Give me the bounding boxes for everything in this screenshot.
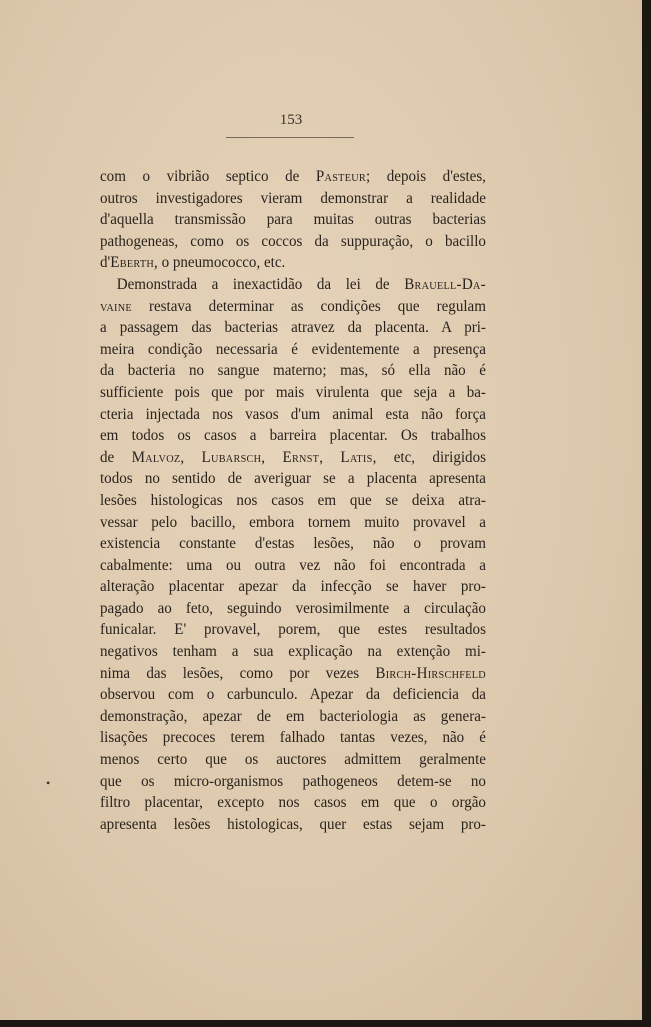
page-number: 153 — [279, 112, 303, 128]
text-line: existencia constante d'estas lesões, não o provam — [100, 534, 486, 553]
text-line: de Malvoz, Lubarsch, Ernst, Latis, etc, dirigidos — [100, 447, 486, 466]
text-line: sufficiente pois que por mais virulenta que seja a ba- — [100, 382, 486, 401]
text-line: lisações precoces terem falhado tantas vezes, não é — [100, 728, 486, 747]
text-line: negativos tenham a sua explicação na extenção mi- — [100, 642, 486, 661]
text-line: com o vibrião septico de Pasteur; depois d'estes, — [100, 167, 486, 185]
text-line: nima das lesões, como por vezes Birch-Hirschfeld — [100, 663, 486, 682]
text-line: todos no sentido de averiguar se a placenta apresenta — [100, 469, 486, 488]
text-line: apresenta lesões histologicas, quer estas sejam pro- — [100, 814, 486, 833]
text-line: menos certo que os auctores admittem geralmente — [100, 750, 486, 769]
text-line: lesões histologicas nos casos em que se deixa atra- — [100, 490, 486, 509]
text-line: Demonstrada a inexactidão da lei de Brauell-Da- — [116, 274, 486, 293]
text-line: vessar pelo bacillo, embora tornem muito provavel a — [100, 512, 486, 531]
text-line: alteração placentar apezar da infecção se haver pro- — [100, 577, 486, 596]
ink-speck: • — [46, 776, 51, 790]
text-line: pagado ao feto, seguindo verosimilmente a circulação — [100, 598, 486, 617]
text-line: cabalmente: uma ou outra vez não foi encontrada a — [100, 555, 486, 574]
body-text — [100, 166, 486, 835]
text-line: a passagem das bacterias atravez da placenta. A pri- — [100, 318, 486, 337]
text-line: observou com o carbunculo. Apezar da deficiencia da — [100, 685, 486, 704]
text-line: d'Eberth, o pneumococco, etc. — [100, 253, 286, 272]
text-line: em todos os casos a barreira placentar. Os trabalhos — [100, 426, 486, 445]
text-line: outros investigadores vieram demonstrar a realidade — [100, 188, 486, 207]
text-line: filtro placentar, excepto nos casos em que o orgão — [100, 793, 486, 812]
text-line: demonstração, apezar de em bacteriologia as genera- — [100, 706, 486, 725]
header-rule — [226, 137, 354, 138]
text-line: pathogeneas, como os coccos da suppuração, o bacillo — [100, 231, 486, 250]
text-line: d'aquella transmissão para muitas outras bacterias — [100, 210, 486, 229]
text-line: funicalar. E' provavel, porem, que estes resultados — [100, 620, 486, 639]
text-line: cteria injectada nos vasos d'um animal esta não força — [100, 404, 486, 423]
text-line: vaine restava determinar as condições que regulam — [100, 296, 486, 315]
text-line: da bacteria no sangue materno; mas, só ella não é — [100, 361, 486, 380]
text-line: meira condição necessaria é evidentemente a presença — [100, 339, 486, 358]
text-line: que os micro-organismos pathogeneos detem-se no — [100, 771, 486, 790]
